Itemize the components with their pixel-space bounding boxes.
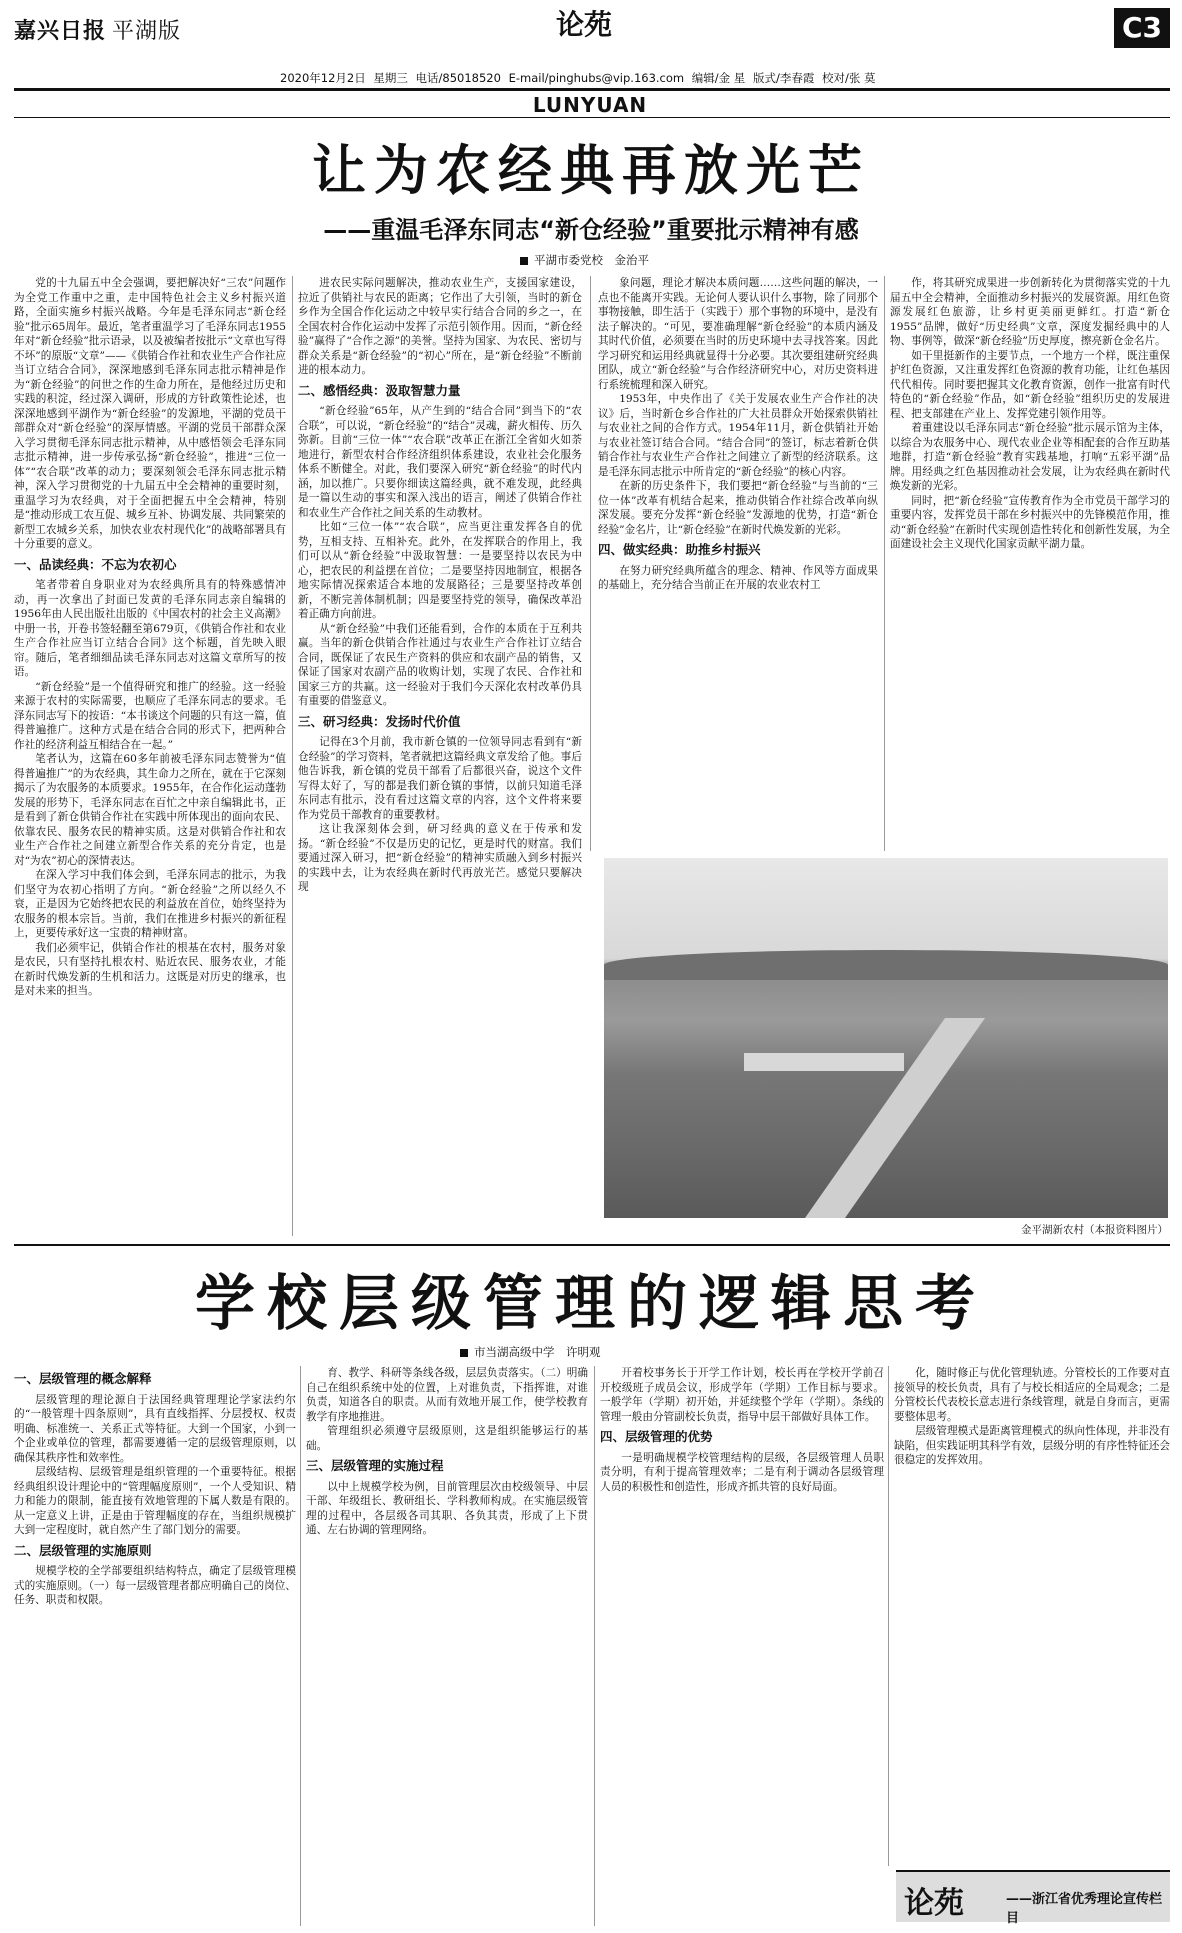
layout-editor: 版式/李春霞: [752, 71, 815, 85]
column-brand-banner: [896, 1870, 1170, 1926]
body-paragraph: 笔者带着自身职业对为农经典所具有的特殊感情冲动，再一次拿出了封面已发黄的毛泽东同志亲自编辑的1956年由人民出版社出版的《中国农村的社会主义高潮》中册一书，开卷书签轻翻至第679页，《供销合作社和农业生产合作社应当订立结合合同》这个标题，首先映入眼帘。随后，笔者细细品读毛泽东同志对这篇文章所写的按语。: [14, 579, 286, 678]
photo-boardwalk: [763, 1018, 985, 1218]
body-paragraph: 管理组织必须遵守层级原则，这是组织能够运行的基础。: [306, 1425, 588, 1452]
body-paragraph: 育、教学、科研等条线各级，层层负责落实。（二）明确自己在组织系统中处的位置，上对谁负责，下指挥谁，对谁负责，知道各自的职责。从而有效地开展工作，使学校教育教学有序地推进。: [306, 1367, 588, 1423]
paper-name: 嘉兴日报: [14, 18, 107, 44]
body-paragraph: 笔者认为，这篇在60多年前被毛泽东同志赞誉为“值得普遍推广”的为农经典，其生命力之所在，就在于它深刻揭示了为农服务的本质要求。1955年，在合作化运动蓬勃发展的形势下，毛泽东同志在百忙之中亲自编辑此书，正是看到了新仓供销合作社在实践中所体现出的面向农民、依靠农民、服务农民的精神实质。这是对供销合作社和农业生产合作社之间建立新型合作关系的充分肯定，也是对“为农”初心的深情表达。: [14, 753, 286, 867]
photo-hills: [604, 950, 1168, 980]
phone: 电话/85018520: [415, 71, 501, 85]
body-paragraph: 这让我深刻体会到，研习经典的意义在于传承和发扬。“新仓经验”不仅是历史的记忆，更是时代的财富。我们要通过深入研习，把“新仓经验”的精神实质融入到乡村振兴的实践中去，让为农经典在新时代再放光芒。感觉只要解决现: [298, 823, 582, 893]
brand-logo-text: 论苑: [904, 1886, 964, 1921]
body-paragraph: 层级管理模式是距离管理模式的纵向性体现，并非没有缺陷，但实践证明其科学有效，层级分明的有序性特征还会很稳定的发挥效用。: [894, 1425, 1170, 1466]
body-paragraph: 层级结构、层级管理是组织管理的一个重要特征。根据经典组织设计理论中的“管理幅度原则”，一个人受知识、精力和能力的限制，能直接有效地管理的下属人数是有限的。从一定意义上讲，正是由于管理幅度的存在，当组织规模扩大到一定程度时，就自然产生了部门划分的需要。: [14, 1466, 296, 1536]
byline-square-icon: [520, 257, 528, 265]
section-en: LUNYUAN: [532, 93, 648, 117]
body-paragraph: 作，将其研究成果进一步创新转化为贯彻落实党的十九届五中全会精神，全面推动乡村振兴的发展资源。用红色资源发展红色旅游，让乡村更美丽更鲜红。打造“新仓1955”品牌，做好“历史经典”文章，深度发掘经典中的人物、事例等，做深“新仓经验”历史厚度，擦亮新仓金名片。: [890, 277, 1170, 347]
byline-text: 市当湖高级中学 许明观: [474, 1345, 601, 1359]
column-divider: [884, 276, 885, 851]
article1-subtitle: ——重温毛泽东同志“新仓经验”重要批示精神有感: [323, 216, 859, 244]
body-paragraph: “新仓经验”65年，从产生到的“结合合同”到当下的“农合联”，可以说，“新仓经验”的“结合”灵魂，薪火相传、历久弥新。目前“三位一体”“农合联”改革正在浙江全省如火如荼地进行，新型农村合作经济组织体系建设，农业社会化服务体系不断健全。对此，我们要深入研究“新仓经验”的时代内涵，加以推广。只要你细读这篇经典，就不难发现，此经典是一篇以生动的事实和深入浅出的语言，阐述了供销合作社和农业生产合作社之间关系的生动教材。: [298, 405, 582, 519]
body-paragraph: 一是明确规模学校管理结构的层级，各层级管理人员职责分明，有利于提高管理效率；二是有利于调动各层级管理人员的积极性和创造性，形成齐抓共管的良好局面。: [600, 1451, 884, 1493]
body-paragraph: 如干里挺新作的主要节点，一个地方一个样，既注重保护红色资源，又注重发挥红色资源的教育功能，让红色基因代代相传。同时要把握其文化教育资源，创作一批富有时代特色的“新仓经验”作品，如“新仓经验”组织历史的发展进程、把支部建在产业上、发挥党建引领作用等。: [890, 349, 1170, 420]
new-countryside-photo: [604, 858, 1168, 1218]
body-paragraph: 以中上规模学校为例，目前管理层次由校级领导、中层干部、年级组长、教研组长、学科教师构成。在实施层级管理的过程中，各层级各司其职、各负其责，形成了上下贯通、左右协调的管理网络。: [306, 1480, 588, 1536]
section-heading: 一、品读经典：不忘为农初心: [14, 556, 177, 572]
column-divider: [888, 1366, 889, 1866]
body-paragraph: 规模学校的全学部要组织结构特点，确定了层级管理模式的实施原则。（一）每一层级管理者都应明确自己的岗位、任务、职责和权限。: [14, 1565, 296, 1606]
body-paragraph: 记得在3个月前，我市新仓镇的一位领导同志看到有“新仓经验”的学习资料，笔者就把这篇经典文章发给了他。事后他告诉我，新仓镇的党员干部看了后都很兴奋，说这个文件写得太好了，写的都是我们新仓镇的事情，以前只知道毛泽东同志有批示，没有看过这篇文章的内容，这个文件将来要作为党员干部教育的重要教材。: [298, 736, 582, 821]
body-paragraph: 在努力研究经典所蕴含的理念、精神、作风等方面成果的基础上，充分结合当前正在开展的农业农村工: [598, 564, 878, 591]
body-paragraph: 象问题，理论才解决本质问题……这些问题的解决，一点也不能离开实践。无论何人要认识什么事物，除了同那个事物接触，即生活于（实践于）那个事物的环境中，是没有法子解决的。“可见，要准确理解“新仓经验”的本质内涵及其时代价值，必须要在当时的历史环境中去寻找答案。因此学习研究和运用经典就显得十分必要。其次要组建研究经典团队，成立“新仓经验”与合作经济研究中心，对历史资料进行系统梳理和深入研究。: [598, 277, 878, 391]
top-rule: [14, 88, 1170, 91]
article1-title: 让为农经典再放光芒: [312, 139, 870, 202]
photo-boardwalk-turn: [744, 1053, 904, 1071]
body-paragraph: 着重建设以毛泽东同志“新仓经验”批示展示馆为主体，以综合为农服务中心、现代农业企业等相配套的合作互助基地群，打造“新仓经验”教育实践基地，打响“五彩平湖”品牌。用经典之红色基因推动社会发展，让为农经典在新时代焕发新的光彩。: [890, 422, 1170, 492]
section-heading: 二、层级管理的实施原则: [14, 1542, 152, 1558]
body-paragraph: 进农民实际问题解决，推动农业生产，支援国家建设，拉近了供销社与农民的距离；它作出了大引领，当时的新仓乡作为全国合作化运动之中较早实行结合合同的乡之一，在全国农村合作化运动中发挥了示范引领作用。因而，“新仓经验”赢得了“合作之源”的美誉。坚持为国家、为农民、密切与群众关系是“新仓经验”的“初心”所在，是“新仓经验”不断前进的根本动力。: [298, 277, 582, 376]
masthead: [14, 14, 181, 45]
body-paragraph: 同时，把“新仓经验”宣传教育作为全市党员干部学习的重要内容，发挥党员干部在乡村振兴中的先锋模范作用，推动“新仓经验”在新时代实现创造性转化和创新性发展，为全面建设社会主义现代化国家贡献平湖力量。: [890, 494, 1170, 550]
body-paragraph: 1953年，中央作出了《关于发展农业生产合作社的决议》后，当时新仓乡合作社的广大社员群众开始探索供销社与农业社之间的合作方式。1954年11月，新仓供销社开始与农业社签订结合合同。“结合合同”的签订，标志着新仓供销合作社与农业生产合作社之间建立了新型的经济联系。这是毛泽东同志批示中所肯定的“新仓经验”的核心内容。: [598, 393, 878, 478]
column-divider: [590, 276, 591, 851]
body-paragraph: 开着校事务长于开学工作计划，校长再在学校开学前召开校级班子成员会议，形成学年（学期）工作目标与要求。一般学年（学期）初开始，并延续整个学年（学期）。条线的管理一般由分管副校长负责，指导中层干部做好具体工作。: [600, 1367, 884, 1423]
section-rule: [14, 117, 1170, 118]
section-heading: 四、层级管理的优势: [600, 1429, 713, 1444]
section-logo: 论苑: [555, 8, 612, 41]
section-heading: 二、感悟经典：汲取智慧力量: [298, 382, 461, 398]
page-meta: [280, 70, 1160, 86]
article2-column-2: [306, 1366, 588, 1926]
byline-text: 平湖市委党校 金治平: [534, 253, 649, 267]
column-divider: [594, 1366, 595, 1926]
body-paragraph: 在新的历史条件下，我们要把“新仓经验”与当前的“三位一体”改革有机结合起来，推动供销合作社综合改革向纵深发展。要充分发挥“新仓经验”发源地的优势，打造“新仓经验”金名片，让“新仓经验”在新时代焕发新的光彩。: [598, 480, 878, 536]
article1-column-2: [298, 276, 582, 1236]
body-paragraph: 化，随时修正与优化管理轨迹。分管校长的工作要对直接领导的校长负责，具有了与校长相适应的全局观念；二是分管校长代表校长意志进行条线管理，就是自身而言，更需要整体思考。: [894, 1367, 1170, 1423]
article1-byline: [520, 252, 649, 268]
editor: 编辑/金 星: [691, 71, 746, 85]
byline-square-icon: [460, 1349, 468, 1357]
body-paragraph: “新仓经验”是一个值得研究和推广的经验。这一经验来源于农村的实际需要，也顺应了毛泽东同志的要求。毛泽东同志写下的按语：“本书谈这个问题的只有这一篇，值得普遍推广。这种方式是在结合合同的形式下，把两种合作社的经济利益互相结合在一起。”: [14, 680, 286, 751]
column-divider: [292, 276, 293, 1236]
section-heading: 四、做实经典：助推乡村振兴: [598, 542, 761, 557]
body-paragraph: 在深入学习中我们体会到，毛泽东同志的批示，为我们坚守为农初心指明了方向。“新仓经验”之所以经久不衰，正是因为它始终把农民的利益放在首位，始终坚持为农服务的根本宗旨。当前，我们在推进乡村振兴的新征程上，更要传承好这一宝贵的精神财富。: [14, 869, 286, 939]
column-divider: [300, 1366, 301, 1926]
article2-column-4: [894, 1366, 1170, 1866]
photo-caption: 金平湖新农村（本报资料图片）: [1021, 1224, 1168, 1236]
weekday: 星期三: [373, 71, 408, 85]
section-heading: 三、层级管理的实施过程: [306, 1458, 444, 1473]
article1-column-1: [14, 276, 286, 1236]
article2-title: 学校层级管理的逻辑思考: [195, 1269, 987, 1339]
article2-column-3: [600, 1366, 884, 1926]
body-paragraph: 比如“三位一体”“农合联”，应当更注重发挥各自的优势，互相支持、互相补充。此外，在发挥联合的作用上，我们可以从“新仓经验”中汲取智慧：一是要坚持以农民为中心，把农民的利益摆在首位；二是要坚持因地制宜，根据各地实际情况探索适合本地的发展路径；三是要坚持改革创新，不断完善体制机制；四是要坚持党的领导，确保改革沿着正确方向前进。: [298, 521, 582, 620]
edition-name: 平湖版: [112, 19, 182, 44]
article1-column-4: [890, 276, 1170, 851]
proofreader: 校对/张 莫: [822, 71, 876, 85]
brand-slogan: ——浙江省优秀理论宣传栏目: [1006, 1892, 1163, 1926]
body-paragraph: 党的十九届五中全会强调，要把解决好“三农”问题作为全党工作重中之重，走中国特色社会主义乡村振兴道路，全面实施乡村振兴战略。今年是毛泽东同志“新仓经验”批示65周年。最近，笔者重温学习了毛泽东同志1955年对“新仓经验”批示语录，以及被编者按批示“文章也写得不坏”的原版“文章”——《供销合作社和农业生产合作社应当订立结合合同》，深深地感到毛泽东同志批示精神是作为“新仓经验”的问世之作的生命力所在，是他经过历史和实践的积淀，经过深入调研，形成的方针政策性论述，也深深地感到平湖作为“新仓经验”的发源地，平湖的党员干部群众对“新仓经验”的深厚情感。平湖的党员干部群众深入学习贯彻毛泽东同志批示精神，从中感悟领会毛泽东同志批示精神，进一步传承弘扬“新仓经验”，推进“三位一体”“农合联”改革的动力；要深刻领会毛泽东同志批示精神，深入学习贯彻党的十九届五中全会精神的重要时刻，重温学习为农经典，对于全面把握五中全会精神，特别是“推动形成工农互促、城乡互补、协调发展、共同繁荣的新型工农城乡关系，加快农业农村现代化”的战略部署具有十分重要的意义。: [14, 277, 286, 550]
article2-column-1: [14, 1366, 296, 1926]
body-paragraph: 从“新仓经验”中我们还能看到，合作的本质在于互利共赢。当年的新仓供销合作社通过与农业生产合作社订立结合合同，既保证了农民生产资料的供应和农副产品的销售，又保证了国家对农副产品的收购计划，实现了农民、合作社和国家三方的共赢。这一经验对于我们今天深化农村改革仍具有重要的借鉴意义。: [298, 622, 582, 707]
body-paragraph: 我们必须牢记，供销合作社的根基在农村，服务对象是农民，只有坚持扎根农村、贴近农民、服务农业，才能在新时代焕发新的生机和活力。这既是对历史的继承，也是对未来的担当。: [14, 941, 286, 997]
section-heading: 一、层级管理的概念解释: [14, 1371, 152, 1386]
article-separator: [14, 1244, 1170, 1246]
section-heading: 三、研习经典：发扬时代价值: [298, 713, 461, 729]
date: 2020年12月2日: [280, 71, 366, 85]
body-paragraph: 层级管理的理论源自于法国经典管理理论学家法约尔的“一般管理十四条原则”，具有直线指挥、分层授权、权责明确、标准统一、关系正式等特征。大到一个国家，小到一个企业或单位的管理，都需要遵循一定的层级管理原则，以确保其秩序性和效率性。: [14, 1393, 296, 1464]
page-number: C3: [1114, 8, 1170, 48]
email: E-mail/pinghubs@vip.163.com: [508, 71, 685, 85]
article2-byline: [460, 1344, 601, 1360]
article1-column-3: [598, 276, 878, 851]
